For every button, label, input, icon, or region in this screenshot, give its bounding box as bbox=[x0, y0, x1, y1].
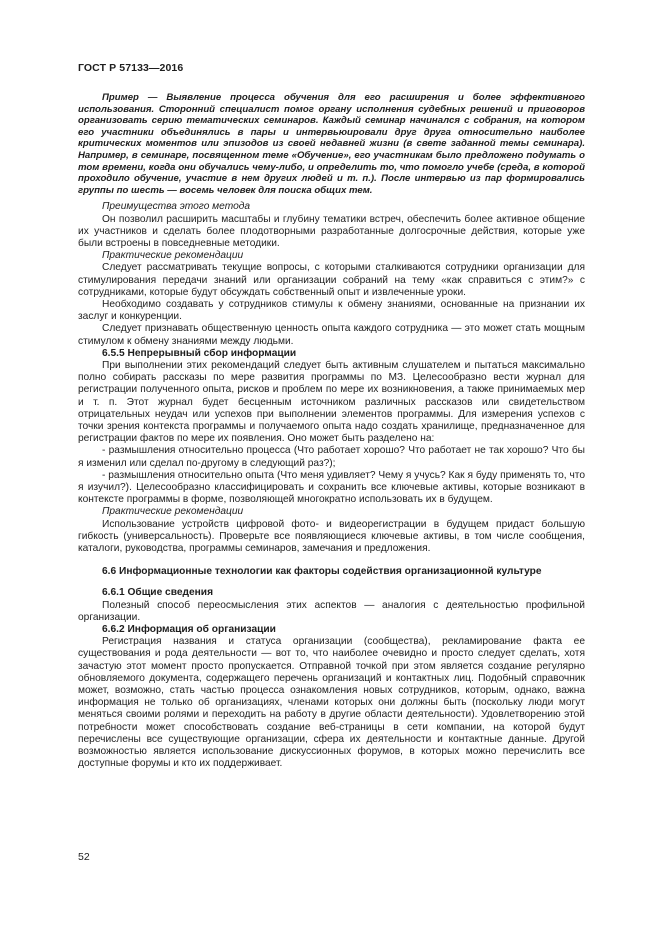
section-6-6-heading: 6.6 Информационные технологии как факторы содействия организационной культуре bbox=[102, 566, 542, 578]
page-body bbox=[78, 92, 585, 770]
recommendations-paragraph-3: Следует признавать общественную ценность опыта каждого сотрудника — это может стать мощным стимулом к обмену знаниями между людьми. bbox=[78, 323, 585, 347]
recommendations-paragraph-2: Необходимо создавать у сотрудников стимулы к обмену знаниями, основанные на признании их заслуг и конкуренции. bbox=[78, 298, 585, 323]
page-number: 52 bbox=[78, 851, 90, 863]
advantages-heading: Преимущества этого метода bbox=[102, 201, 251, 213]
section-6-6-1-heading: 6.6.1 Общие сведения bbox=[102, 587, 214, 599]
section-6-6-1-paragraph: Полезный способ переосмысления этих аспектов — аналогия с деятельностью профильной организации. bbox=[78, 599, 585, 623]
recommendations-heading-2: Практические рекомендации bbox=[102, 506, 244, 518]
example-paragraph: Пример — Выявление процесса обучения для его расширения и более эффективного использования. Сторонний специалист помог органу исполнения судебных решений и приговоров организовать серию тематических семинаров. Каждый семинар начинался с собрания, на котором его участники объединялись в пары и интервьюировали друг друга относительно наиболее критических моментов или эпизодов из своей недавней жизни (в свете заданной темы семинара). Например, в семинаре, посвященном теме «Обучение», его участникам было предложено подумать о том времени, когда они обучались чему-либо, и определить то, что помогло учебе (среда, в которой проходило обучение, участие в нем других людей и т. п.). После интервью из пар формировались группы по шесть — восемь человек для поиска общих тем. bbox=[78, 92, 585, 196]
advantages-paragraph: Он позволил расширить масштабы и глубину тематики встреч, обеспечить более активное общение их участников и сделать более плодотворными разработанные долгосрочные действия, которые уже были встроены в повседневные методики. bbox=[78, 213, 585, 249]
list-item-experience: - размышления относительно опыта (Что меня удивляет? Чему я учусь? Как я буду применять то, что я изучил?). Целесообразно классифицировать и сохранить все ключевые активы, которые возникают в контексте программы в форме, позволяющей многократно использовать их в будущем. bbox=[78, 469, 585, 506]
recommendations-paragraph-4: Использование устройств цифровой фото- и видеорегистрации в будущем придаст большую гибкость (универсальность). Проверьте все появляющиеся ключевые активы, в том числе сообщения, каталоги, руководства, программы семинаров, замечания и предложения. bbox=[78, 518, 585, 555]
section-6-5-5-paragraph: При выполнении этих рекомендаций следует быть активным слушателем и пытаться максимально полно собирать рассказы по мере развития программы по МЗ. Целесообразно вести журнал для регистрации полученного опыта, рисков и проблем по мере их возникновения, а также принимаемых мер и т. п. Этот журнал будет бесценным источником различных рассказов или свидетельством отрицательных неудач или успехов при выполнении элементов программы. Для измерения успехов с точки зрения контекста программы и получаемого опыта надо создать хранилище, предназначенное для регистрации фактов по мере их появления. Оно может быть разделено на: bbox=[78, 359, 585, 445]
section-6-6-2-heading: 6.6.2 Информация об организации bbox=[102, 624, 276, 636]
section-6-5-5-heading: 6.5.5 Непрерывный сбор информации bbox=[102, 347, 297, 359]
recommendations-paragraph-1: Следует рассматривать текущие вопросы, с которыми сталкиваются сотрудники организации для стимулирования передачи знаний или организации собраний на тему «как справиться с этим?» с сотрудниками, которые будут обсуждать собственный опыт и извлеченные уроки. bbox=[78, 262, 585, 298]
list-item-process: - размышления относительно процесса (Что работает хорошо? Что работает не так хорошо? Что бы я изменил или сделал по-другому в следующий раз?); bbox=[78, 445, 585, 469]
standard-header: ГОСТ Р 57133—2016 bbox=[78, 62, 184, 74]
section-6-6-2-paragraph: Регистрация названия и статуса организации (сообщества), рекламирование факта ее существования и рода деятельности — вот то, что наиболее очевидно и просто следует сделать, хотя зачастую этот момент просто пропускается. Отправной точкой при этом является создание регулярно обновляемого документа, содержащего перечень организаций и контактных лиц. Подобный справочник может, возможно, стать частью процесса ознакомления новых сотрудников, которым, однако, важна информация не только об организациях, членами которых они должны быть (поскольку люди могут меняться своими ролями и переходить на работу в другие области деятельности). Удовлетворению этой потребности может способствовать создание веб-страницы в сети компании, на которой будут перечислены все существующие организации, сфера их деятельности и контактные данные. Другой возможностью является использование дискуссионных форумов, в которых можно перечислить все доступные форумы и кто их поддерживает. bbox=[78, 636, 585, 770]
recommendations-heading-1: Практические рекомендации bbox=[102, 250, 244, 262]
